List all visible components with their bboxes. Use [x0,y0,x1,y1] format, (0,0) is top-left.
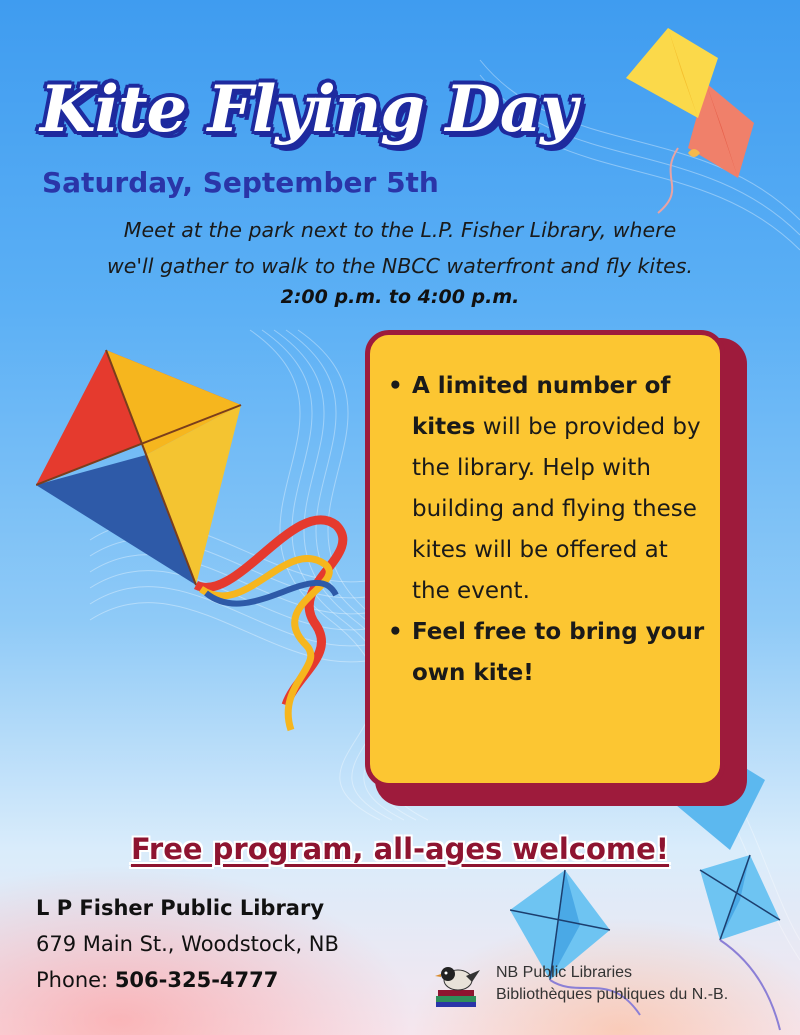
bird-books-icon [432,960,488,1010]
bullet-dot-icon: • [388,373,403,399]
phone-label: Phone: [36,968,115,992]
event-date: Saturday, September 5th [42,166,439,199]
library-phone-line [36,962,339,998]
description-line-1: Meet at the park next to the L.P. Fisher Library, where [123,218,677,242]
bullet-1-bold: A limited number of kites [412,373,671,440]
event-title: Kite Flying Day [40,72,577,147]
nb-libraries-logo-text [496,962,728,1006]
description-line-2: we'll gather to walk to the NBCC waterfront and fly kites. [107,254,693,278]
logo-line-2: Bibliothèques publiques du N.-B. [496,986,729,1003]
bullet-2-text: Feel free to bring your own kite! [412,619,705,686]
library-address-block [36,890,339,998]
bullet-dot-icon: • [388,619,403,645]
large-kite-icon [36,345,366,735]
phone-number: 506-325-4777 [114,968,279,992]
free-program-banner: Free program, all-ages welcome! [130,832,670,866]
info-bullets [388,366,708,694]
event-description [20,212,780,284]
logo-line-1: NB Public Libraries [496,964,633,981]
bullet-1-rest: will be provided by the library. Help with building and flying these kites will be offered at the event. [412,414,701,604]
bullet-item [388,366,708,612]
library-address: 679 Main St., Woodstock, NB [36,932,339,956]
library-name: L P Fisher Public Library [36,896,325,920]
event-time: 2:00 p.m. to 4:00 p.m. [280,286,520,308]
bullet-item [388,612,708,694]
